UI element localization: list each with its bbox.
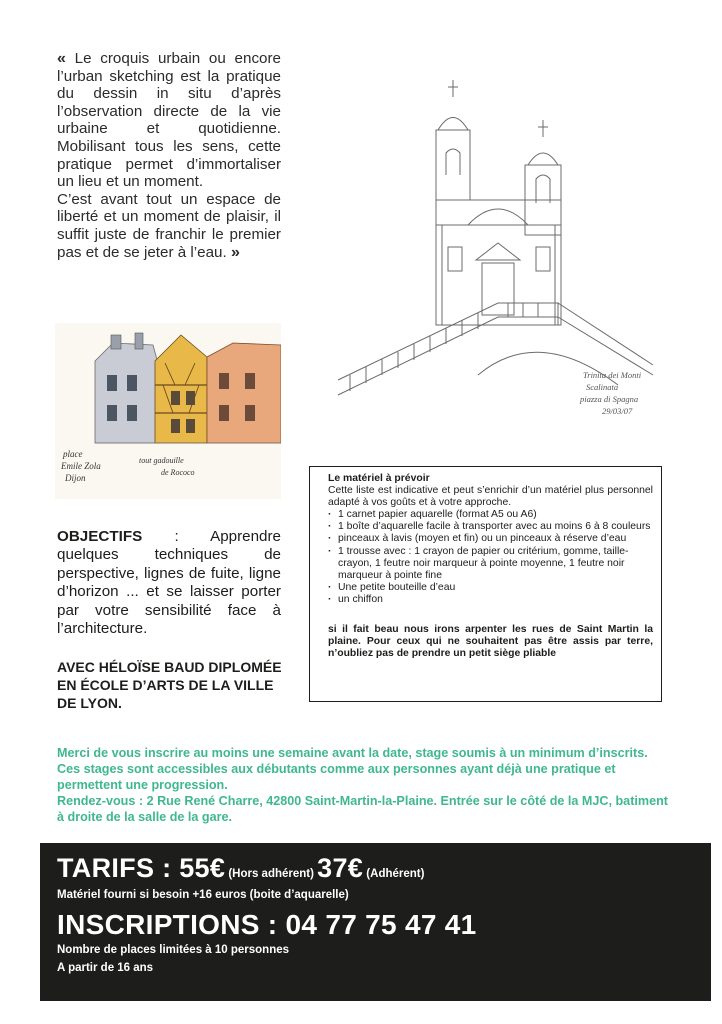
list-item: · Une petite bouteille d’eau <box>338 582 653 594</box>
tarifs-label: TARIFS : <box>57 853 180 883</box>
teacher-note: AVEC HÉLOÏSE BAUD DIPLOMÉE EN ÉCOLE D’ARTS DE LA VILLE DE LYON. <box>57 659 282 711</box>
house-caption-left-3: Dijon <box>65 473 86 483</box>
list-item: · pinceaux à lavis (moyen et fin) ou un pinceaux à réserve d’eau <box>338 533 653 545</box>
objectives-label: OBJECTIFS <box>57 528 143 545</box>
materials-weather-note: si il fait beau nous irons arpenter les rues de Saint Martin la plaine. Pour ceux qui ne souhaitent pas être assis par terre, n’oubliez pas de prendre un petit siège pliable <box>328 624 653 660</box>
objectives-text: : Apprendre quelques techniques de perspective, lignes de fuite, ligne d’horizon ... et se laisser porter par votre sensibilité face à l’architecture. <box>57 528 281 638</box>
close-quote-mark: » <box>230 243 240 261</box>
house-caption-right-1: tout gadouille <box>139 456 184 465</box>
church-caption-2: Scalinata <box>586 382 619 392</box>
material-fee-note: Matériel fourni si besoin +16 euros (boite d’aquarelle) <box>57 889 349 901</box>
registration-line <box>57 909 477 941</box>
house-caption-left-1: place <box>63 449 83 459</box>
church-sketch-image <box>318 75 673 425</box>
church-caption-4: 29/03/07 <box>602 406 633 416</box>
places-note: Nombre de places limitées à 10 personnes <box>57 944 290 956</box>
objectives-block <box>57 528 281 638</box>
house-caption-right-2: de Rococo <box>161 468 195 477</box>
member-note: (Adhérent) <box>363 868 425 880</box>
materials-list <box>328 509 653 606</box>
info-address: Rendez-vous : 2 Rue René Charre, 42800 Saint-Martin-la-Plaine. Entrée sur le côté de la MJC, batiment à droite de la salle de la gare. <box>57 794 668 824</box>
price-member: 37€ <box>317 853 364 883</box>
intro-paragraph-1 <box>57 50 281 191</box>
phone-number[interactable]: 04 77 75 47 41 <box>285 909 477 940</box>
price-non-member: 55€ <box>179 853 226 883</box>
house-sketch-image <box>55 323 281 499</box>
intro-text-1: Le croquis urbain ou encore l’urban sketching est la pratique du dessin in situ d’après l’observation directe de la vie urbaine et quotidienne. Mobilisant tous les sens, cette pratique permet d’immortaliser un lieu et un moment. <box>57 50 281 191</box>
intro-quote <box>57 50 281 261</box>
pricing-band <box>40 843 711 1001</box>
house-caption-left-2: Emile Zola <box>61 461 101 471</box>
list-item: · 1 carnet papier aquarelle (format A5 ou A6) <box>338 509 653 521</box>
list-item: · 1 boîte d’aquarelle facile à transporter avec au moins 6 à 8 couleurs <box>338 521 653 533</box>
materials-box <box>309 466 662 702</box>
registration-label: INSCRIPTIONS : <box>57 909 286 940</box>
materials-title: Le matériel à prévoir <box>328 473 430 484</box>
info-deadline: Merci de vous inscrire au moins une semaine avant la date, stage soumis à un minimum d’inscrits. Ces stages sont accessibles aux débutants comme aux personnes ayant déjà une pratique et permettent une progression. <box>57 746 648 792</box>
age-note: A partir de 16 ans <box>57 962 154 974</box>
registration-info <box>57 745 669 825</box>
intro-text-2: C’est avant tout un espace de liberté et un moment de plaisir, il suffit juste de franchir le premier pas et de se jeter à l’eau. <box>57 190 281 261</box>
intro-paragraph-2 <box>57 191 281 261</box>
non-member-note: (Hors adhérent) <box>225 868 318 880</box>
list-item: · un chiffon <box>338 594 653 606</box>
tarifs-line <box>57 853 424 884</box>
list-item: · 1 trousse avec : 1 crayon de papier ou critérium, gomme, taille-crayon, 1 feutre noir marqueur à pointe moyenne, 1 feutre noir marqueur à pointe fine <box>338 546 653 582</box>
church-caption-3: piazza di Spagna <box>580 394 639 404</box>
open-quote-mark: « <box>57 50 66 67</box>
church-caption-1: Trinita dei Monti <box>583 370 642 380</box>
materials-intro: Cette liste est indicative et peut s’enrichir d’un matériel plus personnel adapté à vos goûts et à votre approche. <box>328 485 653 509</box>
objectives-paragraph <box>57 528 281 638</box>
